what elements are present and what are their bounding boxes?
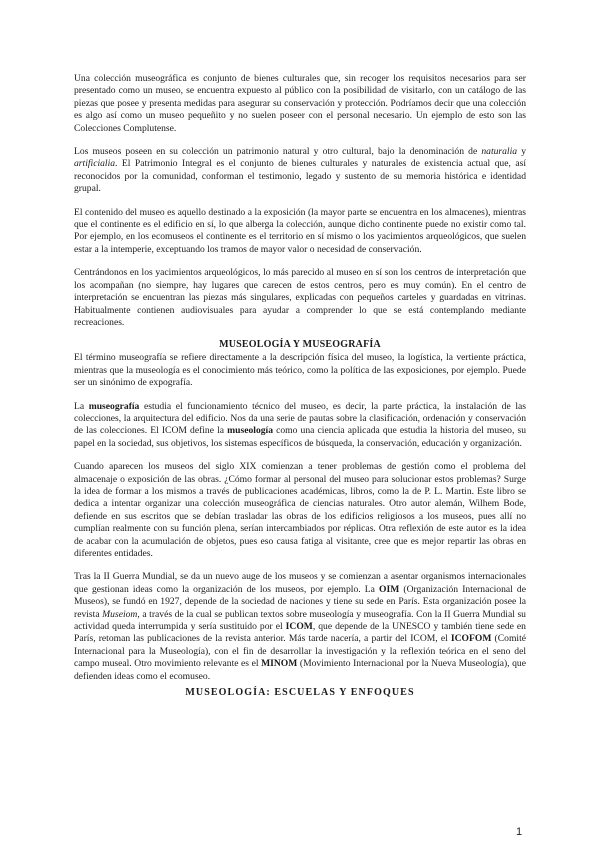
text-run: y [517, 146, 526, 158]
italic-term: naturalia [481, 146, 518, 158]
page-number: 1 [516, 826, 523, 838]
bold-term: ICOFOM [450, 633, 492, 645]
paragraph-coleccion-museografica [74, 73, 526, 135]
text-run: El término museografía se refiere directamente a la descripción física del museo, la logística, la vertiente práctica, mientras que la museología es el conocimiento más teórico, como la política de las exposiciones, por ejemplo. Puede ser un sinónimo de expografía. [74, 352, 526, 389]
text-run: Tras la II Guerra Mundial, se da un nuevo auge de los museos y se comienzan a asentar organismos internacionales que gestionan ideas como la organización de los museos, por ejemplo. La [74, 571, 526, 595]
text-run: Los museos poseen en su colección un patrimonio natural y otro cultural, bajo la denominación de [74, 146, 482, 158]
text-run: , que depende de la UNESCO y también tiene sede en París, retoman las publicaciones de la revista anterior. Más tarde nacería, a partir del ICOM, el [74, 621, 526, 645]
text-run: La [74, 400, 89, 412]
paragraph-termino-museografia [74, 352, 526, 389]
paragraph-contenido-continente [74, 207, 526, 257]
text-run: Centrándonos en los yacimientos arqueológicos, lo más parecido al museo en sí son los centros de interpretación que los acompañan (no siempre, hay lugares que carecen de estos centros, pero es muy común). En el centro de interpretación se encuentran las piezas más singulares, explicadas con pequeños carteles y guardadas en vitrinas. Habitualmente contienen audiovisuales para ayudar a comprender lo que se está contemplando mediante recreaciones. [74, 267, 526, 328]
text-run: , a través de la cual se publican textos sobre museología y museografía. Con la II Guerra Mundial su actividad queda interrumpida y sería sustituido por el [74, 608, 526, 633]
text-run: como una ciencia aplicada que estudia la historia del museo, su papel en la sociedad, sus objetivos, los sistemas específicos de búsqueda, la conservación, educación y organización. [74, 425, 526, 449]
bold-term: ICOM [285, 621, 313, 633]
bold-term: museología [227, 425, 273, 437]
paragraph-ii-guerra-mundial [74, 571, 526, 683]
italic-term: artificialia [74, 158, 116, 170]
text-run: (Comité Internacional para la Museología), con el fin de desarrollar la investigación y la reflexión teórica en el seno del campo museal. Otro movimiento relevante es el [74, 633, 526, 670]
paragraph-centros-interpretacion [74, 267, 526, 329]
text-run: estudia el funcionamiento técnico del museo, es decir, la parte práctica, la instalación de las colecciones, la arquitectura del edificio. Nos da una serie de pautas sobre la clasificación, ordenación y conservación de las colecciones. El ICOM define la [74, 400, 526, 437]
italic-term: Museiom [102, 608, 138, 620]
paragraph-museografia-museologia [74, 401, 526, 451]
text-run: (Organización Internacional de Museos), se fundó en 1927, depende de la sociedad de naciones y tiene su sede en París. Esta organización posee la revista [74, 583, 526, 620]
bold-term: museografía [88, 400, 140, 412]
paragraph-siglo-xix [74, 461, 526, 560]
text-run: El contenido del museo es aquello destinado a la exposición (la mayor parte se encuentra en los almacenes), mientras que el continente es el edificio en sí, lo que alberga la colección, aunque dicho continente puede no existir como tal. Por ejemplo, en los ecomuseos el continente es el territorio en sí mismo o los yacimientos arqueológicos, que suelen estar a la intemperie, exceptuando los tramos de mayor valor o necesidad de conservación. [74, 206, 526, 255]
section-heading-museologia-museografia: MUSEOLOGÍA Y MUSEOGRAFÍA [219, 339, 381, 351]
page-body [74, 73, 526, 700]
bold-term: MINOM [261, 658, 298, 670]
paragraph-patrimonio [74, 146, 526, 196]
text-run: Cuando aparecen los museos del siglo XIX comienzan a tener problemas de gestión como el problema del almacenaje o exposición de las obras. ¿Cómo formar al personal del museo para solucionar estos problemas? Surge la idea de formar a los mismos a través de publicaciones académicas, libros, como la de P. L. Martin. Este libro se dedica a intentar organizar una colección museográfica de ciencias naturales. Otro autor alemán, Wilhem Bode, defiende en sus escritos que se debían trasladar las obras de los edificios religiosos a los museos, pues allí no cumplían realmente con su función plena, serían intercambiados por réplicas. Otra reflexión de este autor es la idea de acabar con la acumulación de objetos, pues eso causa fatiga al visitante, cree que es mejor repartir las obras en diferentes entidades. [74, 461, 526, 559]
bold-term: OIM [379, 583, 400, 595]
text-run: . El Patrimonio Integral es el conjunto de bienes culturales y naturales de existencia actual que, así reconocidos por la comunidad, conforman el testimonio, legado y sustento de su memoria histórica e identidad grupal. [74, 158, 526, 195]
section-heading-escuelas-enfoques: MUSEOLOGÍA: ESCUELAS Y ENFOQUES [185, 687, 415, 699]
text-run: Una colección museográfica es conjunto de bienes culturales que, sin recoger los requisitos necesarios para ser presentado como un museo, se encuentra expuesto al público con la posibilidad de visitarlo, con un catálogo de las piezas que posee y presenta medidas para asegurar su conservación y protección. Podríamos decir que una colección es algo así como un museo pequeñito y no suelen poseer con el personal necesario. Un ejemplo de esto son las Colecciones Complutense. [74, 73, 526, 134]
text-run: (Movimiento Internacional por la Nueva Museología), que defienden ideas como el ecomuseo. [74, 658, 526, 682]
